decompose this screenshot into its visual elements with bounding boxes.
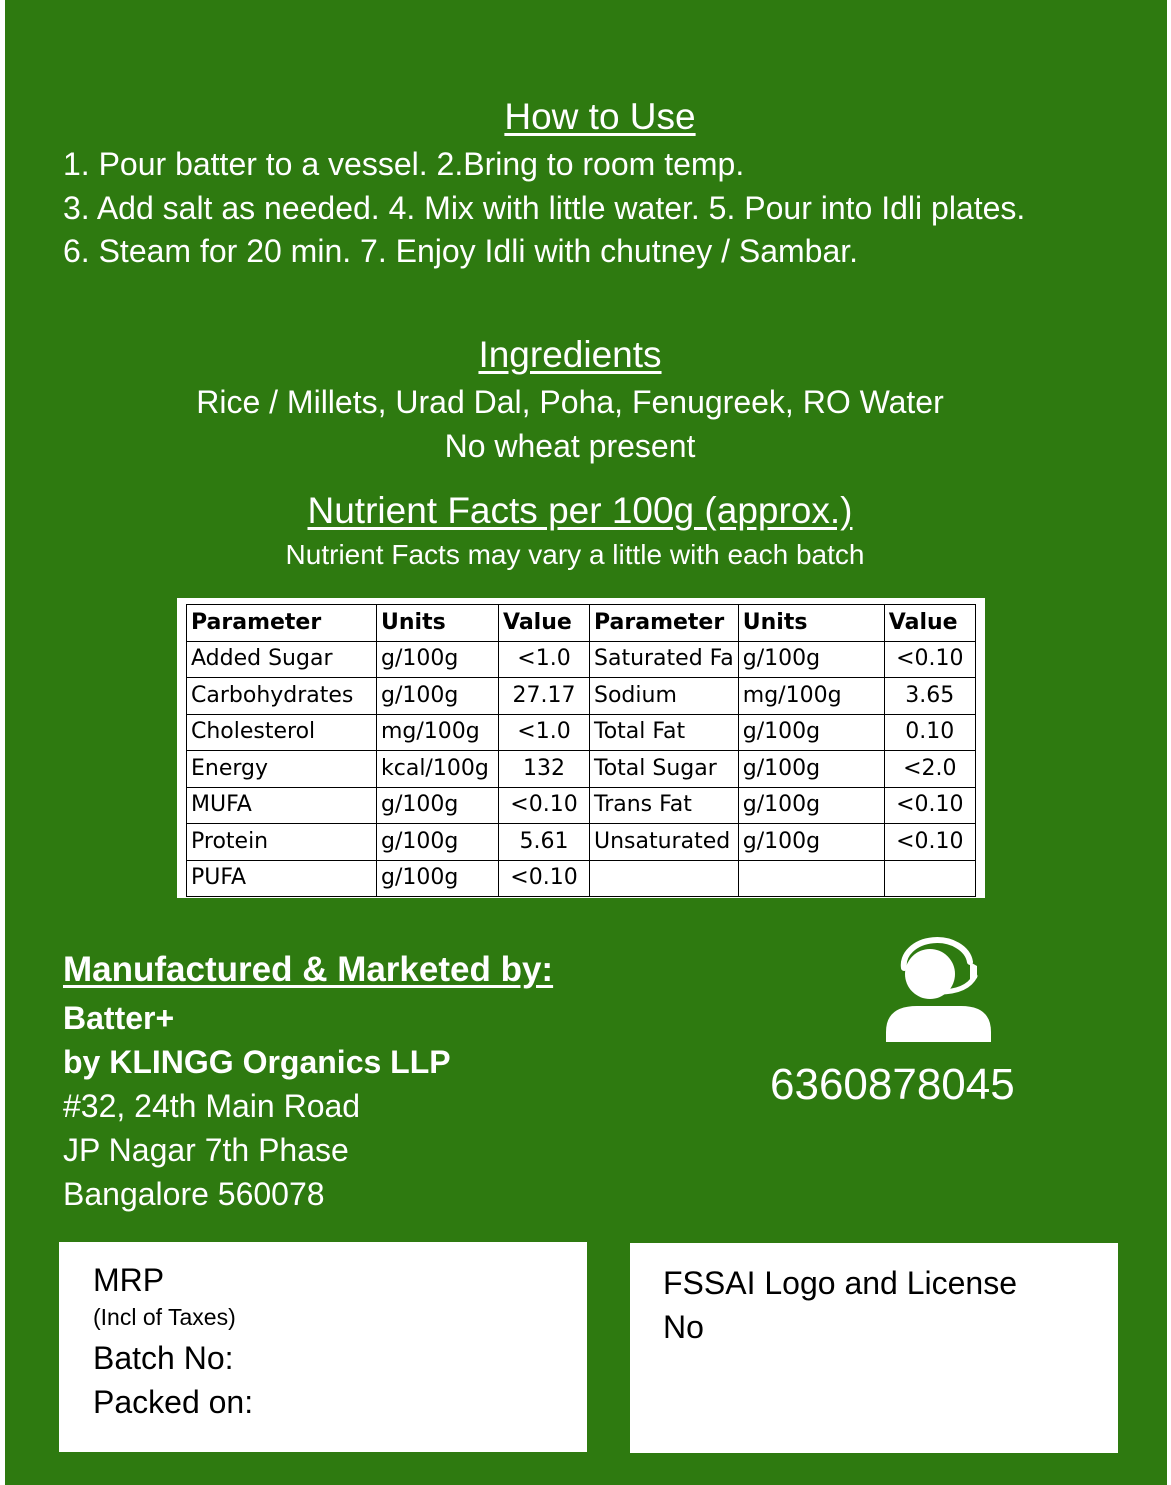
value-cell: <1.0 [499,641,590,678]
nutrient-table-container [177,598,985,898]
batch-no-label: Batch No: [93,1340,234,1376]
units-cell: g/100g [377,860,499,897]
address-line: #32, 24th Main Road [63,1088,361,1124]
value-cell: <0.10 [499,860,590,897]
header-parameter: Parameter [187,605,377,642]
value-cell [884,860,975,897]
value-cell: <0.10 [884,787,975,824]
value-cell: <0.10 [499,787,590,824]
value-cell: 0.10 [884,714,975,751]
ingredients-list: Rice / Millets, Urad Dal, Poha, Fenugreek, RO Water [196,384,944,420]
how-to-use-step-line: 3. Add salt as needed. 4. Mix with little water. 5. Pour into Idli plates. [63,190,1026,226]
parameter-cell: Carbohydrates [187,678,377,715]
customer-support-icon [877,936,997,1046]
units-cell: g/100g [738,824,884,861]
units-cell: g/100g [738,641,884,678]
parameter-cell: Trans Fat [590,787,739,824]
units-cell: kcal/100g [377,751,499,788]
header-units: Units [377,605,499,642]
fssai-label-line: No [663,1309,704,1345]
table-row [187,678,976,715]
table-row [187,824,976,861]
nutrient-table [186,604,976,897]
how-to-use-step-line: 6. Steam for 20 min. 7. Enjoy Idli with chutney / Sambar. [63,233,859,269]
parameter-cell: PUFA [187,860,377,897]
units-cell: mg/100g [377,714,499,751]
address-line: Bangalore 560078 [63,1176,325,1212]
header-value: Value [884,605,975,642]
parameter-cell [590,860,739,897]
units-cell: g/100g [377,641,499,678]
value-cell: <2.0 [884,751,975,788]
value-cell: <1.0 [499,714,590,751]
fssai-label-line: FSSAI Logo and License [663,1265,1018,1301]
nutrient-facts-title: Nutrient Facts per 100g (approx.) [307,490,853,531]
ingredients-title: Ingredients [478,334,662,375]
value-cell: <0.10 [884,641,975,678]
units-cell [738,860,884,897]
table-row [187,641,976,678]
brand-name: Batter+ [63,1000,175,1036]
packed-on-label: Packed on: [93,1384,254,1420]
value-cell: 5.61 [499,824,590,861]
value-cell: 3.65 [884,678,975,715]
header-value: Value [499,605,590,642]
units-cell: g/100g [377,787,499,824]
units-cell: g/100g [738,714,884,751]
nutrient-facts-subtitle: Nutrient Facts may vary a little with each batch [285,539,865,570]
parameter-cell: Saturated Fa [590,641,739,678]
table-row [187,860,976,897]
units-cell: g/100g [377,824,499,861]
units-cell: mg/100g [738,678,884,715]
value-cell: <0.10 [884,824,975,861]
units-cell: g/100g [377,678,499,715]
parameter-cell: Total Fat [590,714,739,751]
parameter-cell: Cholesterol [187,714,377,751]
product-label [5,0,1167,1485]
table-row [187,714,976,751]
parameter-cell: Sodium [590,678,739,715]
parameter-cell: Added Sugar [187,641,377,678]
nutrient-table-header-row [187,605,976,642]
units-cell: g/100g [738,787,884,824]
parameter-cell: MUFA [187,787,377,824]
value-cell: 27.17 [499,678,590,715]
header-units: Units [738,605,884,642]
parameter-cell: Energy [187,751,377,788]
mrp-batch-box [59,1242,587,1452]
fssai-box [630,1243,1118,1453]
ingredients-note: No wheat present [444,428,696,464]
value-cell: 132 [499,751,590,788]
header-parameter: Parameter [590,605,739,642]
how-to-use-step-line: 1. Pour batter to a vessel. 2.Bring to room temp. [63,146,745,182]
parameter-cell: Protein [187,824,377,861]
parameter-cell: Unsaturated [590,824,739,861]
taxes-note: (Incl of Taxes) [93,1304,236,1330]
units-cell: g/100g [738,751,884,788]
support-phone-number: 6360878045 [770,1060,1015,1109]
mrp-label: MRP [93,1262,165,1298]
how-to-use-title: How to Use [504,96,696,137]
company-name: by KLINGG Organics LLP [63,1044,451,1080]
table-row [187,787,976,824]
parameter-cell: Total Sugar [590,751,739,788]
table-row [187,751,976,788]
address-line: JP Nagar 7th Phase [63,1132,349,1168]
manufacturer-title: Manufactured & Marketed by: [63,950,554,989]
